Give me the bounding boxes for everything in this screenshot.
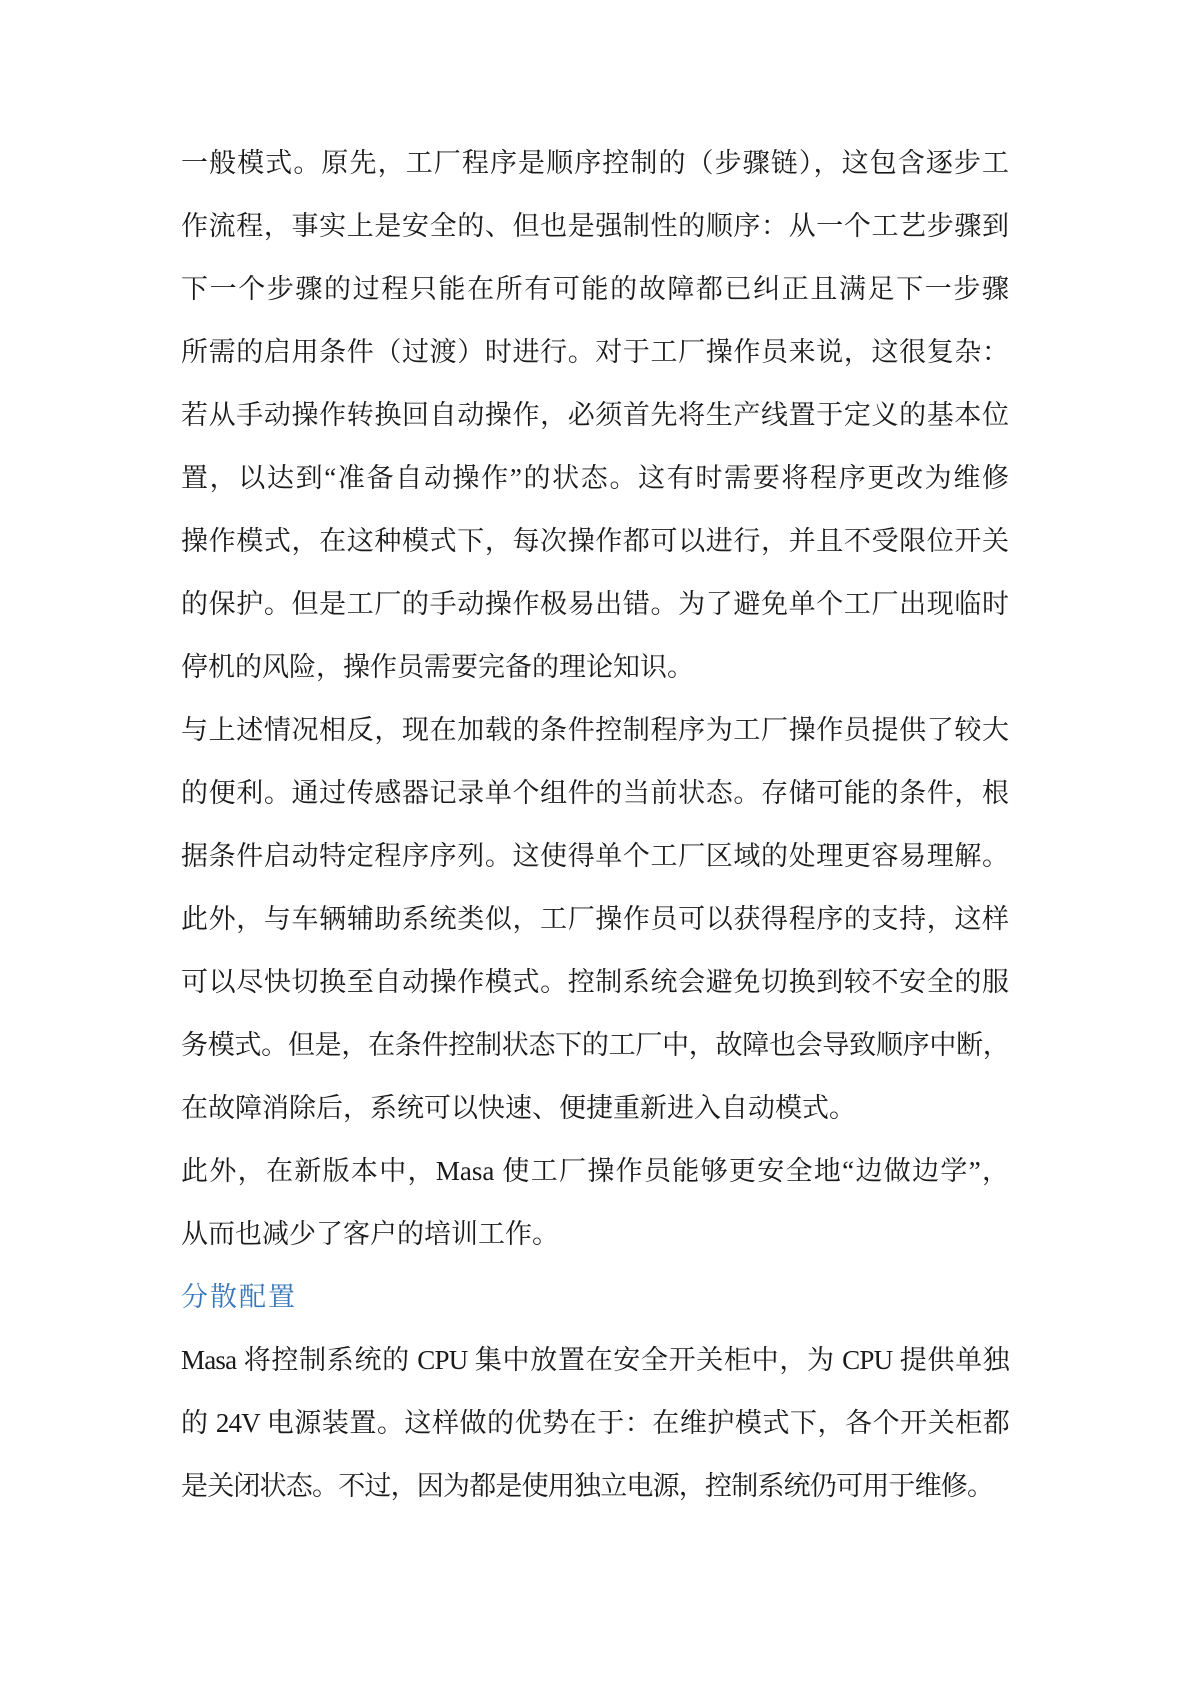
text-line: 此外，在新版本中，Masa 使工厂操作员能够更安全地“边做边学”， [181, 1156, 1009, 1186]
text-line: Masa 将控制系统的 CPU 集中放置在安全开关柜中，为 CPU 提供单独 [181, 1345, 1009, 1375]
text-line: 从而也减少了客户的培训工作。 [181, 1219, 559, 1249]
text-line: 一般模式。原先，工厂程序是顺序控制的（步骤链），这包含逐步工 [181, 148, 1009, 178]
text-line: 的便利。通过传感器记录单个组件的当前状态。存储可能的条件，根 [181, 778, 1009, 808]
text-line: 是关闭状态。不过，因为都是使用独立电源，控制系统仍可用于维修。 [181, 1471, 994, 1501]
text-line: 停机的风险，操作员需要完备的理论知识。 [181, 652, 694, 682]
paragraph [181, 699, 1009, 1140]
text-line: 的 24V 电源装置。这样做的优势在于：在维护模式下，各个开关柜都 [181, 1408, 1009, 1438]
text-line: 若从手动操作转换回自动操作，必须首先将生产线置于定义的基本位 [181, 400, 1009, 430]
text-line: 下一个步骤的过程只能在所有可能的故障都已纠正且满足下一步骤 [181, 274, 1009, 304]
text-line: 可以尽快切换至自动操作模式。控制系统会避免切换到较不安全的服 [181, 967, 1009, 997]
paragraph [181, 132, 1009, 699]
text-line: 此外，与车辆辅助系统类似，工厂操作员可以获得程序的支持，这样 [181, 904, 1009, 934]
document-body [181, 132, 1009, 1518]
text-line: 的保护。但是工厂的手动操作极易出错。为了避免单个工厂出现临时 [181, 589, 1009, 619]
paragraph [181, 1140, 1009, 1266]
text-line: 置，以达到“准备自动操作”的状态。这有时需要将程序更改为维修 [181, 463, 1009, 493]
text-line: 与上述情况相反，现在加载的条件控制程序为工厂操作员提供了较大 [181, 715, 1009, 745]
section-heading [181, 1266, 1009, 1329]
text-line: 作流程，事实上是安全的、但也是强制性的顺序：从一个工艺步骤到 [181, 211, 1009, 241]
text-line: 在故障消除后，系统可以快速、便捷重新进入自动模式。 [181, 1093, 856, 1123]
text-line: 操作模式，在这种模式下，每次操作都可以进行，并且不受限位开关 [181, 526, 1009, 556]
heading-line: 分散配置 [181, 1282, 297, 1312]
text-line: 务模式。但是，在条件控制状态下的工厂中，故障也会导致顺序中断， [181, 1030, 1009, 1060]
paragraph [181, 1329, 1009, 1518]
text-line: 据条件启动特定程序序列。这使得单个工厂区域的处理更容易理解。 [181, 841, 1009, 871]
text-line: 所需的启用条件（过渡）时进行。对于工厂操作员来说，这很复杂： [181, 337, 1009, 367]
